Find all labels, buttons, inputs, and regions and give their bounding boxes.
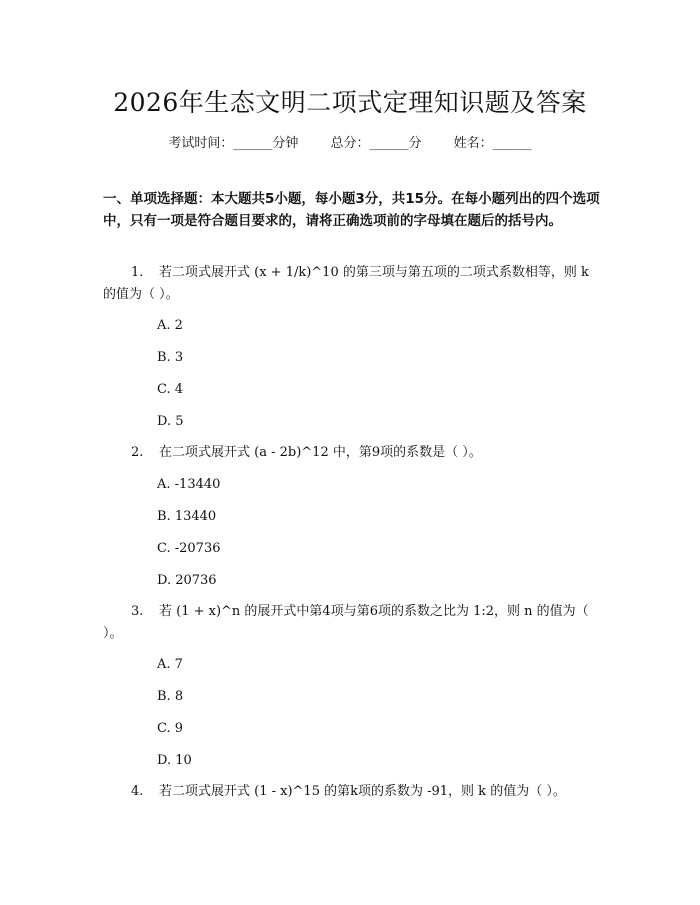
question-text: 在二项式展开式 (a - 2b)^12 中，第9项的系数是（ ）。 [159,445,482,460]
q2-option-a: A. -13440 [157,477,221,492]
q1-option-d: D. 5 [157,414,184,429]
q2-option-c: C. -20736 [157,541,221,556]
total-score-label: 总分：______分 [330,136,422,151]
document-title: 2026年生态文明二项式定理知识题及答案 [113,88,587,117]
exam-time-label: 考试时间：______分钟 [168,136,299,151]
q1-option-a: A. 2 [157,318,183,333]
q3-option-b: B. 8 [157,689,184,704]
question-3 [103,601,603,645]
q3-option-a: A. 7 [157,657,183,672]
question-4 [103,781,603,803]
question-2 [103,442,603,464]
q3-option-c: C. 9 [157,721,184,736]
question-number: 2. [131,445,144,460]
q1-option-b: B. 3 [157,350,184,365]
question-text: 若二项式展开式 (x + 1/k)^10 的第三项与第五项的二项式系数相等，则 k 的值为（ ）。 [103,265,589,302]
q3-option-d: D. 10 [157,753,192,768]
question-number: 1. [131,265,144,280]
section-heading: 一、单项选择题：本大题共5小题，每小题3分，共15分。在每小题列出的四个选项中，只有一项是符合题目要求的，请将正确选项前的字母填在题后的括号内。 [103,191,600,229]
question-text: 若 (1 + x)^n 的展开式中第4项与第6项的系数之比为 1:2，则 n 的值为（ ）。 [103,604,589,641]
question-text: 若二项式展开式 (1 - x)^15 的第k项的系数为 -91，则 k 的值为（ ）。 [159,784,566,799]
student-name-label: 姓名：______ [453,136,532,151]
question-number: 3. [131,604,144,619]
q1-option-c: C. 4 [157,382,184,397]
exam-info-row [0,132,700,151]
question-1 [103,262,603,306]
q2-option-d: D. 20736 [157,573,217,588]
question-number: 4. [131,784,144,799]
q2-option-b: B. 13440 [157,509,217,524]
